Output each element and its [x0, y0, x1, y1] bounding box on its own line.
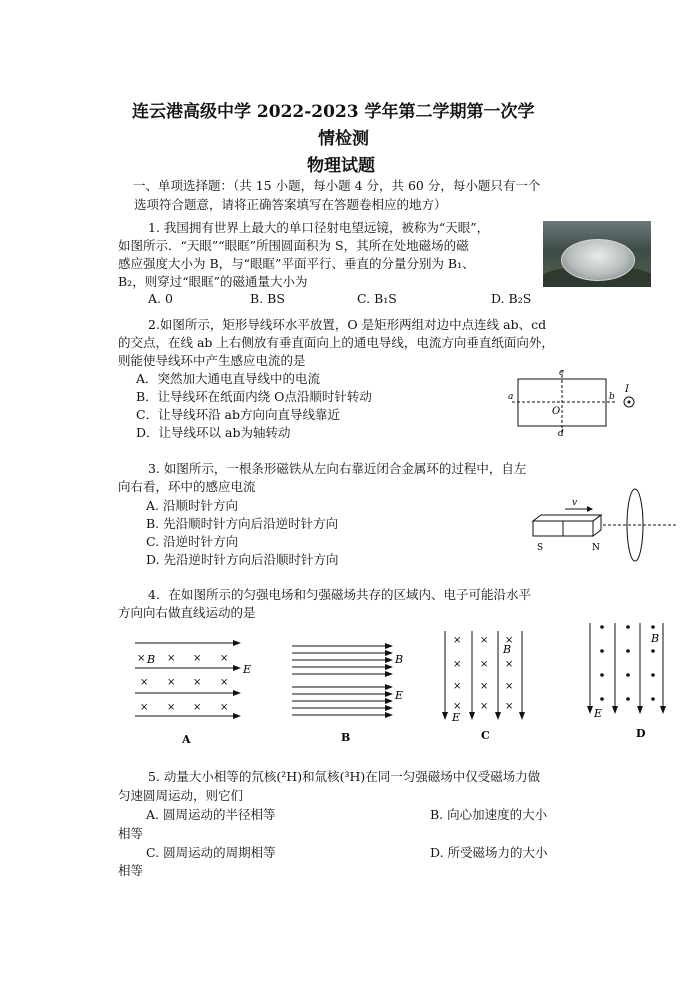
q5-option-d-cont: 相等: [118, 863, 144, 878]
q2-stem-line-2: 的交点，在线 ab 上右侧放有垂直面向上的通电导线，电流方向垂直纸面向外，: [118, 335, 554, 350]
q2-option-b: B．让导线环在纸面内绕 O点沿顺时针转动: [136, 389, 372, 404]
svg-text:×: ×: [193, 677, 202, 688]
svg-text:B: B: [147, 653, 156, 666]
svg-text:×: ×: [137, 653, 146, 664]
figure-b-label: B: [341, 731, 351, 744]
q5-stem-line-2: 匀速圆周运动，则它们: [118, 788, 244, 803]
subject-title: 物理试题: [307, 156, 375, 176]
svg-text:×: ×: [480, 635, 489, 646]
svg-text:B: B: [651, 632, 660, 645]
magnet-side-face: [593, 515, 601, 536]
figure-b: [292, 646, 403, 744]
q2-stem-line-3: 则能使导线环中产生感应电流的是: [118, 353, 306, 368]
figure-d: [590, 623, 663, 740]
svg-text:×: ×: [167, 677, 176, 688]
svg-text:×: ×: [480, 681, 489, 692]
figure-d-label: D: [636, 727, 646, 740]
label-o: O: [552, 406, 561, 417]
svg-text:×: ×: [453, 701, 462, 712]
q2-option-a: A．突然加大通电直导线中的电流: [136, 371, 321, 386]
figure-a: [135, 643, 251, 746]
figure-c-label: C: [481, 729, 490, 742]
svg-text:×: ×: [453, 635, 462, 646]
label-n: N: [592, 543, 600, 553]
svg-text:×: ×: [167, 653, 176, 664]
figure-c: [445, 631, 522, 742]
magnet-top-face: [533, 515, 601, 521]
q2-stem-line-1: 2.如图所示，矩形导线环水平放置，O 是矩形两组对边中点连线 ab、cd: [148, 317, 547, 332]
svg-text:×: ×: [193, 702, 202, 713]
q1-stem-line-3: 感应强度大小为 B，与“眼眶”平面平行、垂直的分量分别为 B₁、: [118, 256, 475, 271]
q5-option-c: C. 圆周运动的周期相等: [146, 845, 276, 860]
q5-option-a: A. 圆周运动的半径相等: [146, 807, 276, 822]
q4-stem-line-1: 4．在如图所示的匀强电场和匀强磁场共存的区域内、电子可能沿水平: [148, 587, 531, 602]
svg-text:×: ×: [453, 681, 462, 692]
q2-figure: [476, 366, 676, 438]
q3-stem-line-2: 向右看，环中的感应电流: [118, 479, 256, 494]
title-line-1: 连云港高级中学 2022-2023 学年第二学期第一次学: [132, 102, 535, 122]
svg-text:×: ×: [220, 653, 229, 664]
q3-option-b: B. 先沿顺时针方向后沿逆时针方向: [146, 516, 339, 531]
velocity-arrowhead-icon: [587, 506, 593, 512]
svg-text:E: E: [243, 663, 252, 676]
q1-option-b: B. BS: [250, 291, 285, 306]
q3-figure: [525, 487, 685, 567]
q5-stem-line-1: 5. 动量大小相等的氘核(²H)和氚核(³H)在同一匀强磁场中仅受磁场力做: [148, 769, 541, 784]
telescope-photo: [543, 221, 651, 287]
svg-text:×: ×: [140, 677, 149, 688]
svg-text:B: B: [503, 643, 512, 656]
svg-text:E: E: [594, 707, 603, 720]
q1-stem-line-1: 1. 我国拥有世界上最大的单口径射电望远镜，被称为“天眼”，: [148, 220, 490, 235]
label-s: S: [537, 543, 544, 553]
q1-stem-line-4: B₂，则穿过“眼眶”的磁通量大小为: [118, 274, 308, 289]
q1-option-a: A. 0: [148, 291, 173, 306]
section-heading: 一、单项选择题：（共 15 小题，每小题 4 分，共 60 分，每小题只有一个: [133, 178, 541, 193]
q4-figures: [110, 615, 690, 750]
q1-option-d: D. B₂S: [491, 291, 532, 306]
label-c: c: [559, 368, 565, 378]
label-i: I: [625, 384, 629, 395]
svg-text:×: ×: [480, 659, 489, 670]
svg-text:×: ×: [167, 702, 176, 713]
svg-text:B: B: [395, 653, 404, 666]
q4-stem-line-2: 方向向右做直线运动的是: [118, 605, 256, 620]
figure-a-label: A: [182, 733, 191, 746]
q5-option-b: B. 向心加速度的大小: [430, 807, 548, 822]
title-line-2: 情检测: [318, 129, 369, 149]
q3-option-d: D. 先沿逆时针方向后沿顺时针方向: [146, 552, 339, 567]
q5-option-b-cont: 相等: [118, 826, 144, 841]
svg-text:×: ×: [220, 677, 229, 688]
label-b: b: [609, 392, 615, 402]
current-dot-icon: [628, 401, 631, 404]
svg-text:×: ×: [480, 701, 489, 712]
section-instructions: 选项符合题意，请将正确答案填写在答题卷相应的地方）: [134, 197, 447, 212]
svg-text:×: ×: [505, 635, 514, 646]
label-d: d: [558, 429, 564, 438]
q1-option-c: C. B₁S: [357, 291, 397, 306]
q1-stem-line-2: 如图所示．“天眼”“眼眶”所围圆面积为 S，其所在处地磁场的磁: [118, 238, 469, 253]
svg-text:E: E: [395, 689, 404, 702]
label-v: v: [572, 498, 578, 508]
label-a: a: [508, 392, 514, 402]
q3-option-a: A. 沿顺时针方向: [146, 498, 238, 513]
svg-text:E: E: [452, 711, 461, 724]
q3-stem-line-1: 3. 如图所示，一根条形磁铁从左向右靠近闭合金属环的过程中，自左: [148, 461, 527, 476]
q2-option-d: D．让导线环以 ab为轴转动: [136, 425, 291, 440]
svg-text:×: ×: [505, 681, 514, 692]
svg-text:×: ×: [140, 702, 149, 713]
svg-text:×: ×: [453, 659, 462, 670]
svg-text:×: ×: [505, 659, 514, 670]
q2-option-c: C．让导线环沿 ab方向向直导线靠近: [136, 407, 340, 422]
q5-option-d: D. 所受磁场力的大小: [430, 845, 548, 860]
svg-text:×: ×: [220, 702, 229, 713]
svg-text:×: ×: [505, 701, 514, 712]
svg-text:×: ×: [193, 653, 202, 664]
q3-option-c: C. 沿逆时针方向: [146, 534, 239, 549]
